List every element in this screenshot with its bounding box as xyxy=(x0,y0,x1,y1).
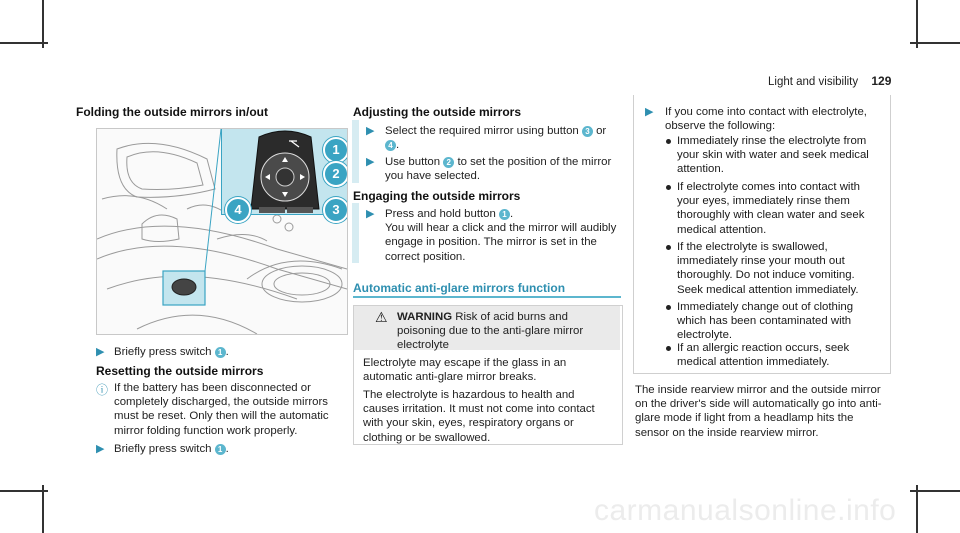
step-arrow-icon: ▶ xyxy=(645,106,654,118)
info-icon: ⓘ xyxy=(96,383,109,397)
step-arrow-icon: ▶ xyxy=(366,156,375,168)
step-press-hold: Press and hold button 1 . You will hear a click and the mirror will audibly engage in position. The mirror is set in the correct position. xyxy=(385,208,617,263)
callout-1: 1 xyxy=(323,137,348,163)
note-reset: If the battery has been disconnected or completely discharged, the outside mirrors must be reset. Only then will the automatic mirror folding function work properly. xyxy=(114,382,329,437)
running-header xyxy=(768,74,891,88)
step-press-switch: Briefly press switch 1 . xyxy=(114,346,229,358)
step-arrow-icon: ▶ xyxy=(366,125,375,137)
badge-2: 2 xyxy=(443,157,454,168)
bullet-item: If electrolyte comes into contact with your eyes, immediately rinse them thoroughly with clean water and seek medical attention. xyxy=(677,180,882,237)
crop-mark xyxy=(910,42,960,44)
warning-text-1: Electrolyte may escape if the glass in an automatic anti-glare mirror breaks. xyxy=(363,357,567,384)
badge-1: 1 xyxy=(215,347,226,358)
mirror-switch-illustration xyxy=(96,128,348,335)
step-arrow-icon: ▶ xyxy=(96,443,105,455)
badge-4: 4 xyxy=(385,140,396,151)
step-use-button: Use button 2 to set the position of the mirror you have selected. xyxy=(385,156,612,183)
contact-intro: If you come into contact with electrolyte, observe the following: xyxy=(665,106,867,133)
watermark: carmanualsonline.info xyxy=(594,494,897,527)
warning-text-2: The electrolyte is hazardous to health and causes irritation. It must not come into contact with your skin, eyes, respiratory organs or clothing or be swallowed. xyxy=(363,389,595,444)
callout-4: 4 xyxy=(225,197,251,223)
bullet-item: If the electrolyte is swallowed, immediately rinse your mouth out thoroughly. Do not induce vomiting. Seek medical attention immediately. xyxy=(677,240,882,297)
heading-adjusting: Adjusting the outside mirrors xyxy=(353,105,522,119)
crop-mark xyxy=(916,485,918,533)
crop-mark xyxy=(42,485,44,533)
crop-mark xyxy=(910,490,960,492)
bullet-item: If an allergic reaction occurs, seek medical attention immediately. xyxy=(677,341,882,369)
badge-1: 1 xyxy=(215,444,226,455)
step-arrow-icon: ▶ xyxy=(366,208,375,220)
crop-mark xyxy=(0,490,48,492)
step-arrow-icon: ▶ xyxy=(96,346,105,358)
switch-drawing xyxy=(97,129,347,334)
crop-mark xyxy=(42,0,44,48)
step-sidebar xyxy=(352,203,359,263)
heading-resetting: Resetting the outside mirrors xyxy=(96,364,264,378)
warning-triangle-icon: ⚠ xyxy=(375,309,388,325)
heading-anti-glare: Automatic anti-glare mirrors function xyxy=(353,281,566,295)
callout-2: 2 xyxy=(323,161,348,187)
crop-mark xyxy=(916,0,918,48)
crop-mark xyxy=(0,42,48,44)
body-text-anti-glare: The inside rearview mirror and the outside mirror on the driver's side will automatically go into anti-glare mode if light from a headlamp hits the sensor on the inside rearview mirror. xyxy=(635,384,882,439)
section-title: Light and visibility xyxy=(768,76,859,88)
badge-1: 1 xyxy=(499,209,510,220)
heading-folding: Folding the outside mirrors in/out xyxy=(76,105,268,119)
badge-3: 3 xyxy=(582,126,593,137)
step-sidebar xyxy=(352,120,359,183)
page-number: 129 xyxy=(871,74,892,88)
heading-engaging: Engaging the outside mirrors xyxy=(353,189,521,203)
warning-title: WARNING Risk of acid burns and poisoning due to the anti-glare mirror electrolyte xyxy=(397,311,584,352)
section-rule xyxy=(353,296,621,298)
bullet-item: Immediately change out of clothing which has been contaminated with electrolyte. xyxy=(677,300,882,343)
step-select-mirror: Select the required mirror using button 3 or 4 . xyxy=(385,125,607,152)
callout-3: 3 xyxy=(323,197,348,223)
bullet-item: Immediately rinse the electrolyte from your skin with water and seek medical attention. xyxy=(677,134,882,177)
step-press-switch-2: Briefly press switch 1 . xyxy=(114,443,229,455)
